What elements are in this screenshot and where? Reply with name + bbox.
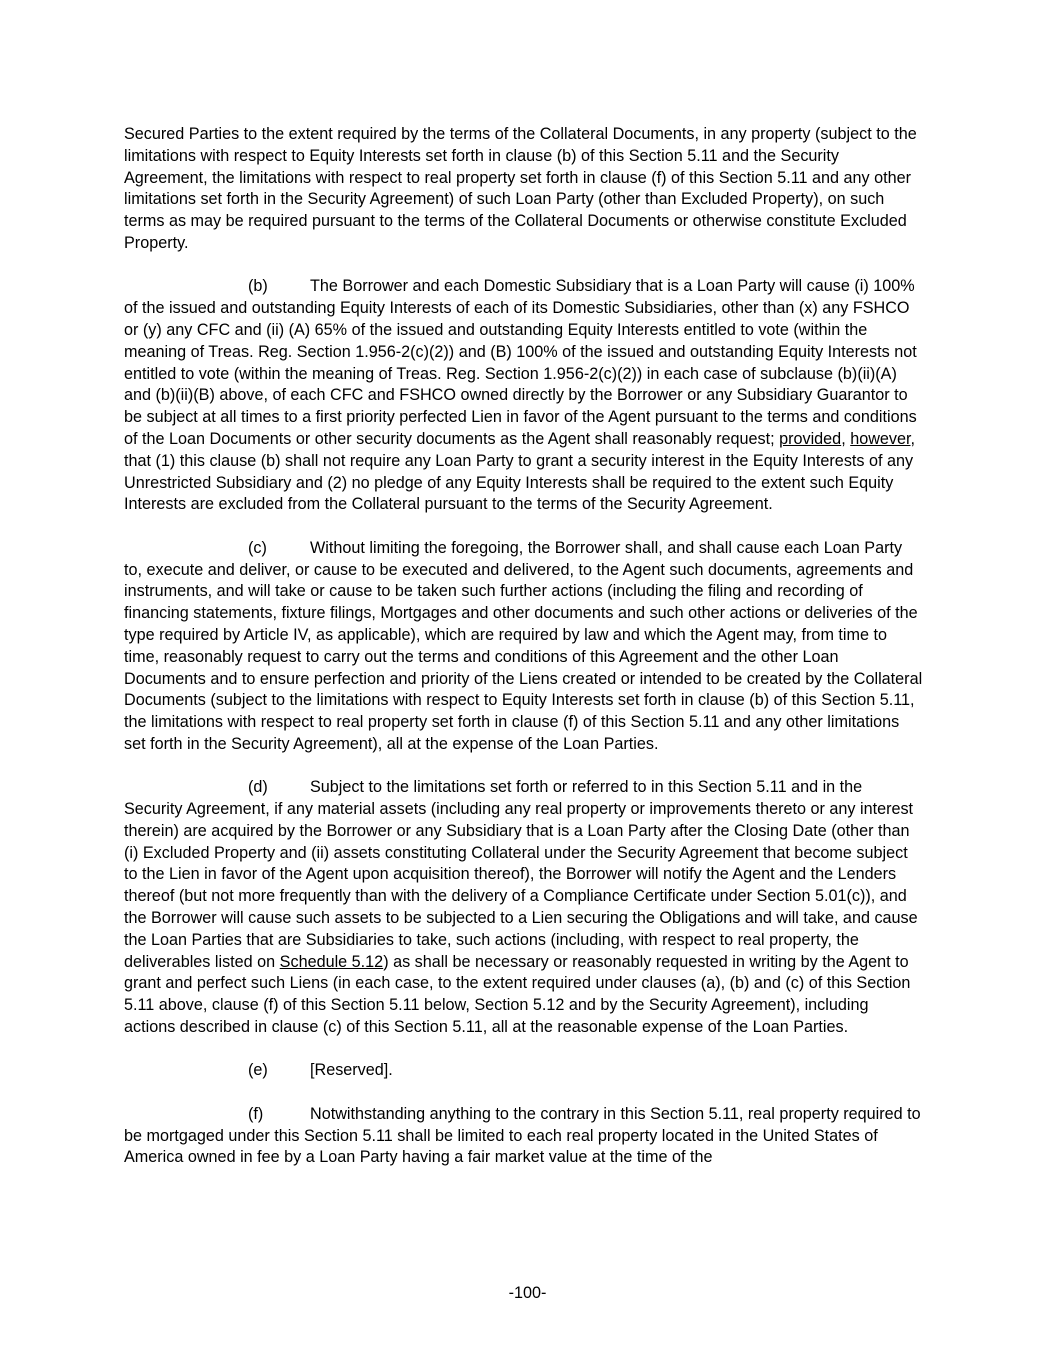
page-number: -100-: [508, 1284, 547, 1302]
paragraph-text: [Reserved].: [310, 1061, 393, 1080]
clause-marker-c: (c): [248, 538, 267, 557]
paragraph-b: [124, 276, 924, 516]
separator-text: ,: [841, 429, 851, 448]
paragraph-text: ) as shall be necessary or reasonably requested in writing by the Agent to grant and perfect such Liens (in each case, to the extent required under clauses (a), (b) and (c) of this Section 5.11 above, clause (f) of this Section 5.11 below, Section 5.12 and by the Security Agreement), including actions described in clause (c) of this Section 5.11, all at the reasonable expense of the Loan Parties.: [124, 952, 911, 1037]
clause-marker-e: (e): [248, 1061, 268, 1080]
paragraph-text: Secured Parties to the extent required by the terms of the Collateral Documents, in any property (subject to the limitations with respect to Equity Interests set forth in clause (b) of this Section 5.11 and the Security Agreement, the limitations with respect to real property set forth in clause (f) of this Section 5.11 and any other limitations set forth in the Security Agreement) of such Loan Party (other than Excluded Property), on such terms as may be required pursuant to the terms of the Collateral Documents or otherwise constitute Excluded Property.: [124, 125, 917, 252]
paragraph-a-continuation: [124, 124, 924, 255]
paragraph-f: [124, 1104, 924, 1169]
paragraph-text: Subject to the limitations set forth or referred to in this Section 5.11 and in the Security Agreement, if any material assets (including any real property or improvements thereto or any interest therein) are acquired by the Borrower or any Subsidiary that is a Loan Party after the Closing Date (other than (i) Excluded Property and (ii) assets constituting Collateral under the Security Agreement that become subject to the Lien in favor of the Agent upon acquisition thereof), the Borrower will notify the Agent and the Lenders thereof (but not more frequently than with the delivery of a Compliance Certificate under Section 5.01(c)), and the Borrower will cause such assets to be subjected to a Lien securing the Obligations and will take, and cause the Loan Parties that are Subsidiaries to take, such actions (including, with respect to real property, the deliverables listed on: [124, 778, 918, 971]
underlined-term-however: however: [850, 429, 911, 448]
clause-marker-b: (b): [248, 277, 268, 296]
document-body: [124, 124, 924, 1191]
paragraph-e: [124, 1060, 924, 1082]
underlined-schedule-reference: Schedule 5.12: [279, 952, 384, 971]
paragraph-text: The Borrower and each Domestic Subsidiary that is a Loan Party will cause (i) 100% of the issued and outstanding Equity Interests of each of its Domestic Subsidiaries, other than (x) any FSHCO or (y) any CFC and (ii) (A) 65% of the issued and outstanding Equity Interests entitled to vote (within the meaning of Treas. Reg. Section 1.956-2(c)(2)) and (B) 100% of the issued and outstanding Equity Interests not entitled to vote (within the meaning of Treas. Reg. Section 1.956-2(c)(2)) in each case of subclause (b)(ii)(A) and (b)(ii)(B) above, of each CFC and FSHCO owned directly by the Borrower or any Subsidiary Guarantor to be subject at all times to a first priority perfected Lien in favor of the Agent pursuant to the terms and conditions of the Loan Documents or other security documents as the Agent shall reasonably request;: [124, 277, 917, 448]
paragraph-c: [124, 538, 924, 756]
paragraph-text: Without limiting the foregoing, the Borrower shall, and shall cause each Loan Party to, execute and deliver, or cause to be executed and delivered, to the Agent such documents, agreements and instruments, and will take or cause to be taken such further actions (including the filing and recording of financing statements, fixture filings, Mortgages and other documents and such other actions or deliveries of the type required by Article IV, as applicable), which are required by law and which the Agent may, from time to time, reasonably request to carry out the terms and conditions of this Agreement and the other Loan Documents and to ensure perfection and priority of the Liens created or intended to be created by the Collateral Documents (subject to the limitations with respect to Equity Interests set forth in clause (b) of this Section 5.11, the limitations with respect to real property set forth in clause (f) of this Section 5.11 and any other limitations set forth in the Security Agreement), all at the expense of the Loan Parties.: [124, 538, 923, 753]
clause-marker-f: (f): [248, 1104, 264, 1123]
clause-marker-d: (d): [248, 778, 268, 797]
paragraph-text: , that (1) this clause (b) shall not require any Loan Party to grant a security interest in the Equity Interests of any Unrestricted Subsidiary and (2) no pledge of any Equity Interests shall be required to the extent such Equity Interests are excluded from the Collateral pursuant to the terms of the Security Agreement.: [124, 429, 915, 514]
paragraph-d: [124, 777, 924, 1039]
underlined-term-provided: provided: [779, 429, 842, 448]
paragraph-text: Notwithstanding anything to the contrary in this Section 5.11, real property required to be mortgaged under this Section 5.11 shall be limited to each real property located in the United States of America owned in fee by a Loan Party having a fair market value at the time of the: [124, 1104, 921, 1167]
